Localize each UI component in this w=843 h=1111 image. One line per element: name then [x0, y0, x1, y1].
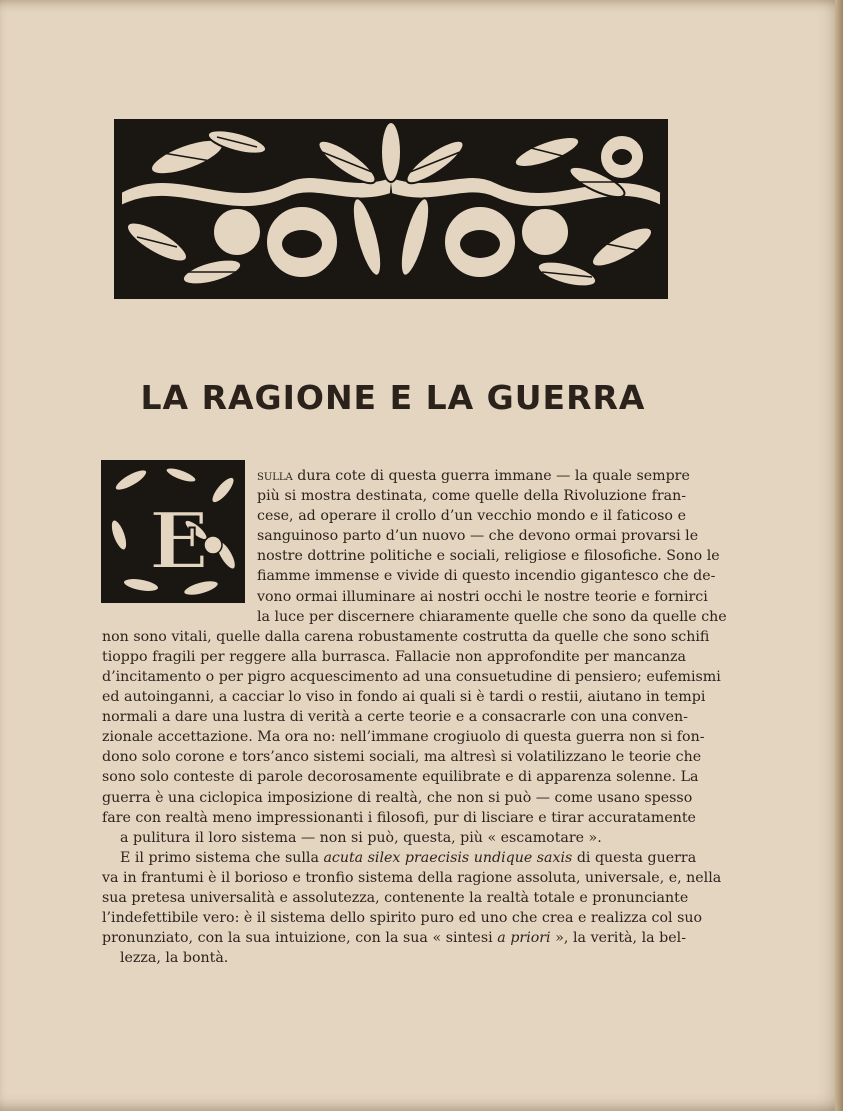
text-line: sua pretesa universalità e assolutezza, contenente la realtà totale e pronunciante: [102, 889, 689, 906]
text-line: cese, ad operare il crollo d’un vecchio mondo e il faticoso e: [257, 508, 686, 525]
text-line: sono solo conteste di parole decorosamente equilibrate e di apparenza solenne. La: [102, 769, 699, 786]
article-body: [102, 466, 727, 968]
text-line: d’incitamento o per pigro acquescimento ad una consuetudine di pensiero; eufemismi: [102, 668, 721, 685]
text-line: sulla dura cote di questa guerra immane — la quale sempre: [257, 468, 690, 484]
text-line: l’indefettibile vero: è il sistema dello spirito puro ed uno che crea e realizza col suo: [102, 910, 703, 927]
article-title: LA RAGIONE E LA GUERRA: [140, 378, 646, 417]
text-line: fare con realtà meno impressionanti i filosofi, pur di lisciare e tirar accuratamente: [102, 809, 696, 826]
text-line: dono solo corone e tors’anco sistemi sociali, ma altresì si volatilizzano le teorie che: [102, 749, 702, 766]
dropcap-letter: E: [149, 496, 209, 587]
text-line: più si mostra destinata, come quelle della Rivoluzione fran-: [257, 488, 686, 505]
text-line: fiamme immense e vivide di questo incendio gigantesco che de-: [257, 568, 716, 585]
woodcut-header-ornament: [114, 119, 668, 299]
text-line: guerra è una ciclopica imposizione di realtà, che non si può — come usano spesso: [102, 789, 693, 806]
text-line: va in frantumi è il borioso e tronfio sistema della ragione assoluta, universale, e, nella: [102, 869, 722, 886]
text-line: a pulitura il loro sistema — non si può, questa, più « escamotare ».: [120, 829, 602, 846]
text-line: tioppo fragili per reggere alla burrasca. Fallacie non approfondite per mancanza: [102, 648, 686, 665]
text-line: pronunziato, con la sua intuizione, con la sua « sintesi a priori », la verità, la bel-: [102, 930, 686, 947]
text-line: normali a dare una lustra di verità a certe teorie e a consacrarle con una conven-: [102, 709, 688, 726]
text-line: zionale accettazione. Ma ora no: nell’immane crogiuolo di questa guerra non si fon-: [102, 729, 705, 746]
page-edge: [835, 0, 843, 1111]
paragraph-2: [102, 848, 722, 969]
text-line: E il primo sistema che sulla acuta silex praecisis undique saxis di questa guerra: [120, 849, 697, 866]
text-line: sanguinoso parto d’un nuovo — che devono ormai provarsi le: [257, 528, 699, 545]
text-line: lezza, la bontà.: [120, 950, 229, 967]
text-line: ed autoinganni, a cacciar lo viso in fondo ai quali si è tardi o restii, aiutano in tempi: [102, 689, 706, 706]
text-line: la luce per discernere chiaramente quelle che sono da quelle che: [257, 608, 727, 625]
text-line: non sono vitali, quelle dalla carena robustamente costrutta da quelle che sono schifi: [102, 628, 710, 645]
text-line: vono ormai illuminare ai nostri occhi le nostre teorie e fornirci: [257, 588, 708, 605]
paragraph-1: [102, 466, 727, 848]
text-line: nostre dottrine politiche e sociali, religiose e filosofiche. Sono le: [257, 548, 720, 565]
